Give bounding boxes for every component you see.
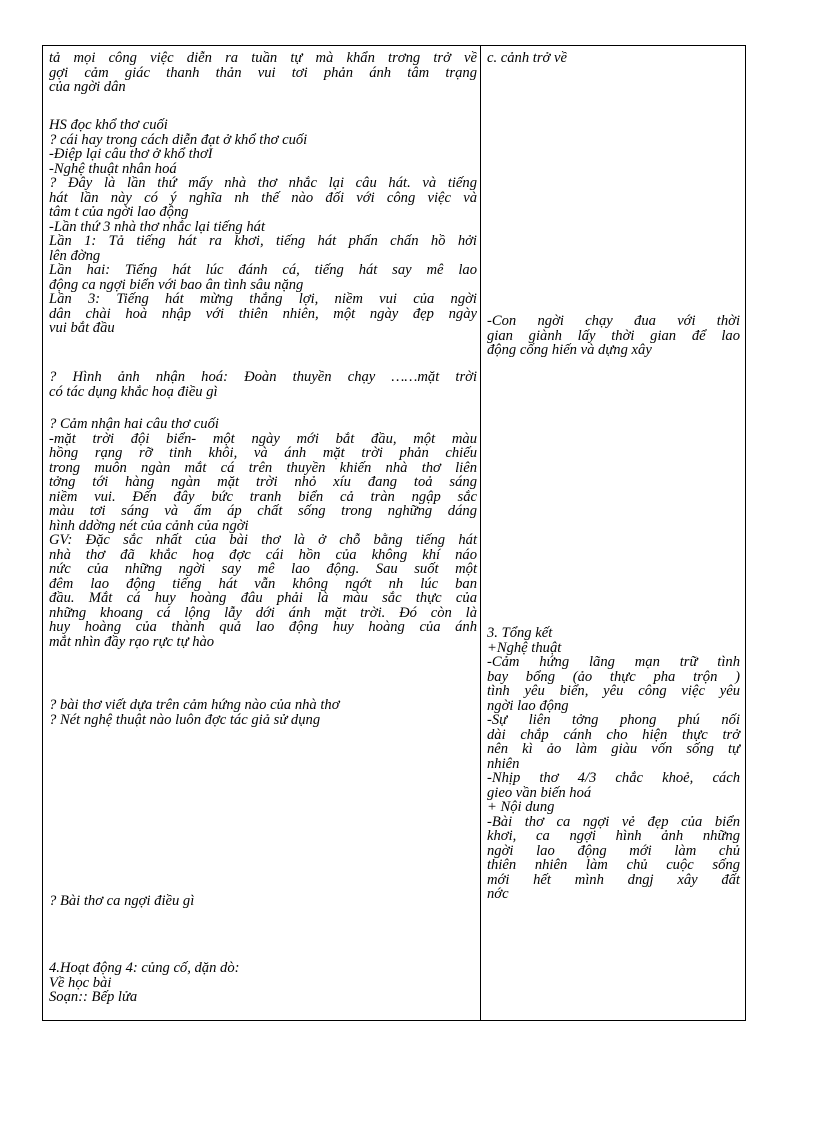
text-line: lên đờng bbox=[49, 248, 101, 263]
text-line: ? bài thơ viết dựa trên cảm hứng nào của nhà thơ bbox=[49, 698, 340, 713]
text-line: nớc bbox=[487, 887, 509, 902]
text-line: ngời lao động mới làm chủ bbox=[487, 842, 740, 859]
text-line: ngời lao động bbox=[487, 698, 569, 713]
text-line: -Con ngời chạy đua với thời bbox=[487, 313, 740, 329]
text-line: c. cảnh trở về bbox=[487, 51, 567, 66]
text-line: dài chắp cánh cho hiện thực trở bbox=[487, 726, 740, 743]
text-line: niềm vui. Đến đây bức tranh biển cả tràn ngập sắc bbox=[49, 488, 477, 505]
summary-section bbox=[487, 626, 740, 902]
text-line: Lần 3: Tiếng hát mừng thắng lợi, niềm vui của ngời bbox=[49, 291, 477, 307]
text-line: -Sự liên tởng phong phú nối bbox=[487, 712, 740, 728]
text-line: động ca ngợi biển với bao ân tình sâu nặng bbox=[49, 277, 304, 292]
text-line: Soạn:: Bếp lửa bbox=[49, 990, 138, 1005]
text-line: -Bài thơ ca ngợi vẻ đẹp của biển bbox=[487, 813, 740, 830]
text-line: hát lần này có ý nghĩa nh thế nào đối với công việc và bbox=[49, 189, 477, 206]
reading-section bbox=[49, 118, 477, 336]
text-line: +Nghệ thuật bbox=[487, 640, 562, 655]
text-line: HS đọc khổ thơ cuối bbox=[49, 118, 168, 133]
section-heading-c bbox=[487, 51, 740, 66]
text-line: ? Hình ảnh nhận hoá: Đoàn thuyền chạy ……mặt trời bbox=[49, 369, 477, 385]
text-line: mới hết mình dngj xây đất bbox=[487, 871, 740, 888]
text-line: tâm t của ngời lao động bbox=[49, 205, 189, 220]
text-line: GV: Đặc sắc nhất của bài thơ là ở chỗ bằng tiếng hát bbox=[49, 532, 477, 548]
text-line: màu tơi sáng và ấm áp chất sống trong nghững dáng bbox=[49, 503, 477, 519]
text-line: tả mọi công việc diễn ra tuần tự mà khẩn trơng trở về bbox=[49, 50, 477, 66]
text-line: nhà thơ đã khắc hoạ đợc cái hồn của không khí náo bbox=[49, 546, 477, 563]
text-line: dân chài hoà nhập với thiên nhiên, một ngày đẹp ngày bbox=[49, 305, 477, 322]
text-line: Về học bài bbox=[49, 975, 112, 990]
text-line: trong muôn ngàn mắt cá trên thuyền khiến nhà thơ liên bbox=[49, 459, 477, 476]
text-line: nhiên bbox=[487, 756, 520, 771]
text-line: -Nhịp thơ 4/3 chắc khoẻ, cách bbox=[487, 770, 740, 786]
text-line: hồng rạng rỡ tinh khôi, và ánh mặt trời phản chiếu bbox=[49, 445, 477, 461]
text-line: huy hoàng của thành quả lao động huy hoàng của ánh bbox=[49, 619, 477, 635]
text-line: -Nghệ thuật nhân hoá bbox=[49, 161, 177, 176]
column-divider bbox=[480, 46, 481, 1020]
text-line: thiên nhiên làm chủ cuộc sống bbox=[487, 857, 740, 873]
text-line: Lần 1: Tả tiếng hát ra khơi, tiếng hát phấn chấn hồ hởi bbox=[49, 233, 477, 249]
text-line: tởng tới hàng ngàn mặt trời nhỏ xíu đang toả sáng bbox=[49, 474, 477, 490]
text-line: đêm lao động tiếng hát vẫn không ngớt nh lúc ban bbox=[49, 575, 477, 592]
text-line: Lần hai: Tiếng hát lúc đánh cá, tiếng hát say mê lao bbox=[49, 262, 477, 278]
praise-question bbox=[49, 894, 477, 909]
text-line: khơi, ca ngợi hình ảnh những bbox=[487, 828, 740, 844]
text-line: -mặt trời đội biển- một ngày mới bắt đầu, một màu bbox=[49, 430, 477, 447]
text-line: vui bắt đầu bbox=[49, 321, 115, 336]
intro-paragraph bbox=[49, 51, 477, 95]
text-line: ? Nét nghệ thuật nào luôn đợc tác giả sử dụng bbox=[49, 712, 321, 727]
text-line: gieo vần biến hoá bbox=[487, 785, 592, 800]
personification-question bbox=[49, 370, 477, 399]
text-line: gian giành lấy thời gian để lao bbox=[487, 327, 740, 344]
text-line: mắt nhìn đầy rạo rực tự hào bbox=[49, 634, 215, 649]
text-line: tình yêu biển, yêu công việc yêu bbox=[487, 683, 740, 699]
text-line: hình ddờng nét của cảnh của ngời bbox=[49, 518, 249, 533]
inspiration-questions bbox=[49, 698, 477, 727]
activity-4 bbox=[49, 961, 477, 1005]
text-line: 4.Hoạt động 4: củng cố, dặn dò: bbox=[49, 961, 240, 976]
text-line: nên kì ảo làm giàu vốn sống tự bbox=[487, 741, 740, 757]
left-column bbox=[49, 46, 477, 1020]
text-line: ? Cảm nhận hai câu thơ cuối bbox=[49, 417, 219, 432]
text-line: bay bổng (ảo thực pha trộn ) bbox=[487, 668, 740, 685]
final-lines-analysis bbox=[49, 417, 477, 649]
text-line: ? Đây là lần thứ mấy nhà thơ nhắc lại câu hát. và tiếng bbox=[49, 175, 477, 191]
text-line: nức của những ngời say mê lao động. Sau suốt một bbox=[49, 561, 477, 577]
lesson-table bbox=[42, 45, 746, 1021]
people-race-note bbox=[487, 314, 740, 358]
text-line: của ngời dân bbox=[49, 80, 126, 95]
text-line: -Lần thứ 3 nhà thơ nhắc lại tiếng hát bbox=[49, 219, 265, 234]
text-line: đầu. Mắt cá huy hoàng đâu phải là màu sắc thực của bbox=[49, 590, 477, 606]
right-column bbox=[487, 46, 740, 1020]
text-line: ? cái hay trong cách diễn đạt ở khổ thơ cuối bbox=[49, 132, 308, 147]
text-line: + Nội dung bbox=[487, 800, 555, 815]
text-line: 3. Tổng kết bbox=[487, 626, 553, 641]
text-line: ? Bài thơ ca ngợi điều gì bbox=[49, 894, 195, 909]
text-line: gợi cảm giác thanh thản vui tơi phản ánh tâm trạng bbox=[49, 64, 477, 81]
text-line: -Cảm hứng lãng mạn trữ tình bbox=[487, 654, 740, 670]
text-line: động cống hiến và dựng xây bbox=[487, 343, 652, 358]
text-line: có tác dụng khắc hoạ điều gì bbox=[49, 384, 218, 399]
text-line: -Điệp lại câu thơ ở khổ thơI bbox=[49, 147, 213, 162]
text-line: những khoang cá lộng lẫy dới ánh mặt trời. Đó còn là bbox=[49, 604, 477, 621]
